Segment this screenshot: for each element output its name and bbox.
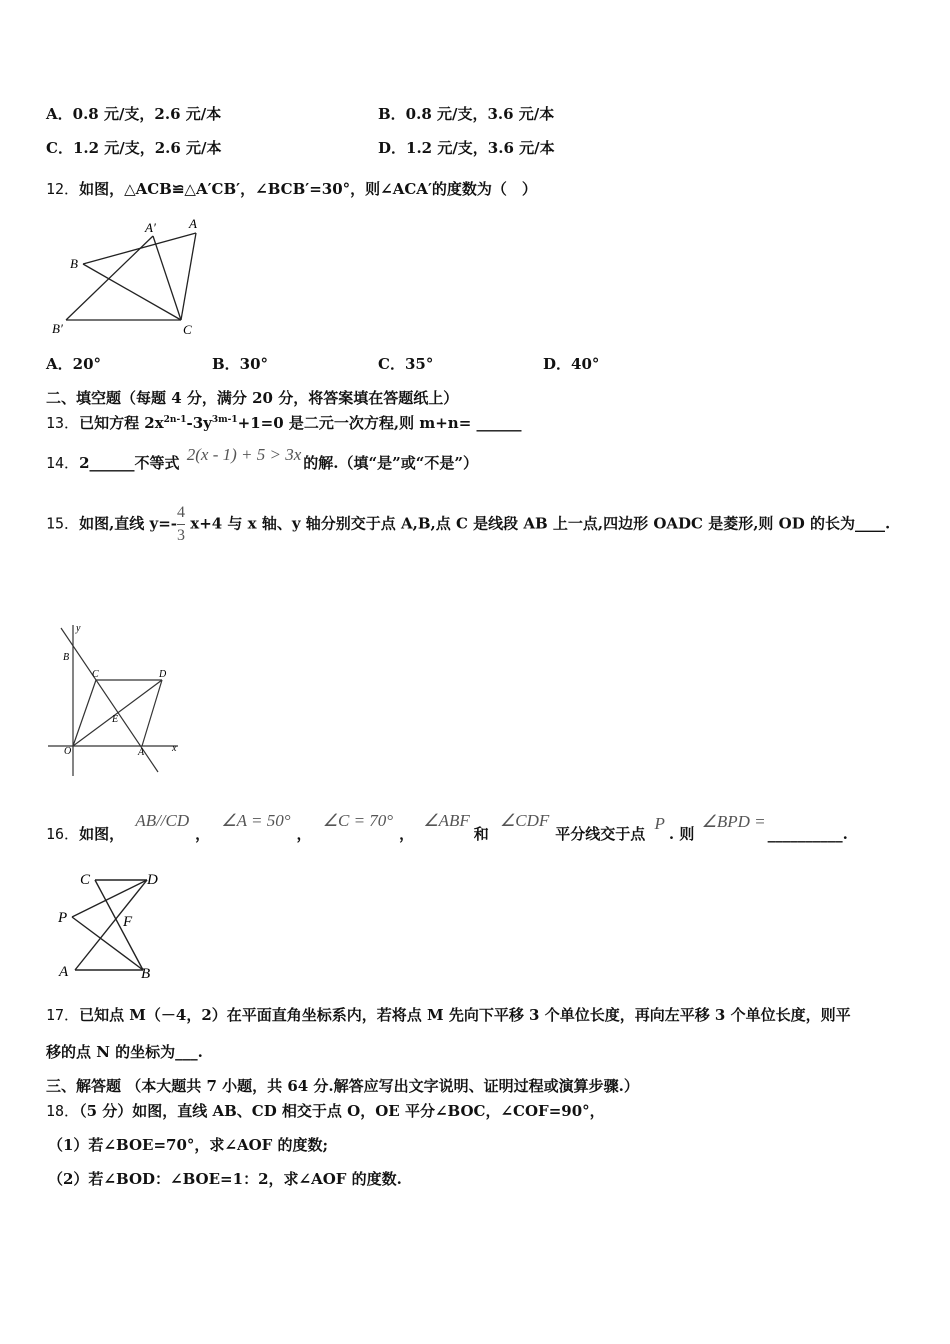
q12-stem [46,178,537,199]
q16-mid: 平分线交于点 [555,825,646,843]
q12-text: 如图，△ACB≌△A′CB′，∠BCB′=30°，则∠ACA′的度数为（ ） [79,180,537,198]
q18-number: 18． [46,1102,80,1120]
q15-label-x: x [172,743,177,754]
q11-option-c: C．1.2 元/支，2.6 元/本 [46,139,222,157]
q12-number: 12． [46,180,80,198]
q17-text-1: 已知点 M（－4，2）在平面直角坐标系内，若将点 M 先向下平移 3 个单位长度，再向左平移 3 个单位长度，则平 [79,1006,851,1024]
q16-number: 16． [46,825,80,843]
q12-seg-BC [83,264,181,320]
q16-formula-angle-c: ∠C = 70° [322,811,394,830]
q18-part-2: （2）若∠BOD：∠BOE=1：2，求∠AOF 的度数. [48,1170,402,1188]
q16-label-p: P [58,910,68,926]
q13-post: +1=0 是二元一次方程,则 m+n= ______ [237,414,522,432]
q15-frac-den: 3 [177,527,186,544]
q14-formula: 2(x - 1) + 5 > 3x [186,445,302,464]
q12-label-c: C [183,322,192,337]
q17-line-1 [46,1004,851,1025]
q15-label-a: A [138,747,145,758]
q14-number: 14． [46,454,80,472]
q13 [46,412,522,433]
q13-pre: 已知方程 2x [79,414,164,432]
q16-formula-parallel: AB//CD [135,811,190,830]
q16-label-b: B [141,966,151,982]
q18-stem [46,1100,605,1121]
q15-fraction [177,504,185,545]
q16-figure [55,868,170,983]
q12-option-c: C．35° [378,355,434,373]
q12-label-a-prime: A′ [145,220,156,235]
q16-then: . 则 [668,825,695,843]
q16-sep-1: ， [195,825,211,843]
q15-seg-od [73,680,162,746]
q13-mid: -3y [186,414,212,432]
q16-formula-angle-abf: ∠ABF [423,811,470,830]
q16-pre: 如图， [79,825,125,843]
q15-pre: 如图,直线 y=- [79,514,178,533]
q15 [46,504,890,545]
q12-figure [46,210,216,340]
q15-label-e: E [112,714,119,725]
q16-formula-point-p: P [654,814,665,833]
q12-option-b: B．30° [212,355,269,373]
q15-number: 15． [46,514,80,533]
q12-option-a: A．20° [46,355,102,373]
q18-part-1: （1）若∠BOE=70°，求∠AOF 的度数; [48,1136,329,1154]
q16-label-f: F [123,914,133,930]
q15-seg-da [142,680,162,746]
q17-number: 17． [46,1006,80,1024]
q14 [46,445,479,473]
q13-sup-1: 2n-1 [163,415,187,425]
q16-formula-angle-bpd: ∠BPD = [701,812,766,831]
q13-sup-2: 3m-1 [211,415,238,425]
q15-figure [46,620,186,780]
q11-option-d: D．1.2 元/支，3.6 元/本 [378,139,555,157]
q14-post: 的解.（填“是”或“不是”） [303,454,479,472]
q16-blank: __________. [767,825,848,843]
q12-seg-AC [181,233,196,320]
q16-label-a: A [59,964,69,980]
q15-post: x+4 与 x 轴、y 轴分别交于点 A,B,点 C 是线段 AB 上一点,四边形 OADC 是菱形,则 OD 的长为____. [190,514,891,533]
q12-label-b: B [70,256,78,271]
q16-label-c: C [80,872,91,888]
section-3-heading: 三、解答题 （本大题共 7 小题，共 64 分.解答应写出文字说明、证明过程或演算步骤.） [46,1077,639,1095]
q14-pre: 2______不等式 [79,454,180,472]
q12-label-b-prime: B′ [52,321,63,336]
q15-label-y: y [76,623,81,634]
q15-label-o: O [64,746,72,757]
q11-option-a: A．0.8 元/支，2.6 元/本 [46,105,222,123]
q18-text: （5 分）如图，直线 AB、CD 相交于点 O，OE 平分∠BOC，∠COF=90°， [79,1102,605,1120]
q13-number: 13． [46,414,80,432]
q11-option-b: B．0.8 元/支，3.6 元/本 [378,105,555,123]
q15-seg-oc [73,680,96,746]
q12-seg-A2C [153,236,181,320]
q15-frac-num: 4 [177,504,186,521]
q16-formula-angle-a: ∠A = 50° [221,811,291,830]
q16-and: 和 [473,825,489,843]
q16-seg-pb [72,917,143,970]
q16-sep-3: ， [399,825,415,843]
q15-label-c: C [92,669,99,680]
q15-label-d: D [159,669,167,680]
q16-label-d: D [147,872,158,888]
q12-seg-B2A2 [66,236,153,320]
section-2-heading: 二、填空题（每题 4 分，满分 20 分，将答案填在答题纸上） [46,389,459,407]
q16-sep-2: ， [296,825,312,843]
q17-line-2: 移的点 N 的坐标为___. [46,1043,203,1061]
q16 [46,811,848,844]
q12-label-a: A [189,216,197,231]
q15-label-b: B [63,652,70,663]
q12-option-d: D．40° [543,355,600,373]
q16-formula-angle-cdf: ∠CDF [500,811,550,830]
